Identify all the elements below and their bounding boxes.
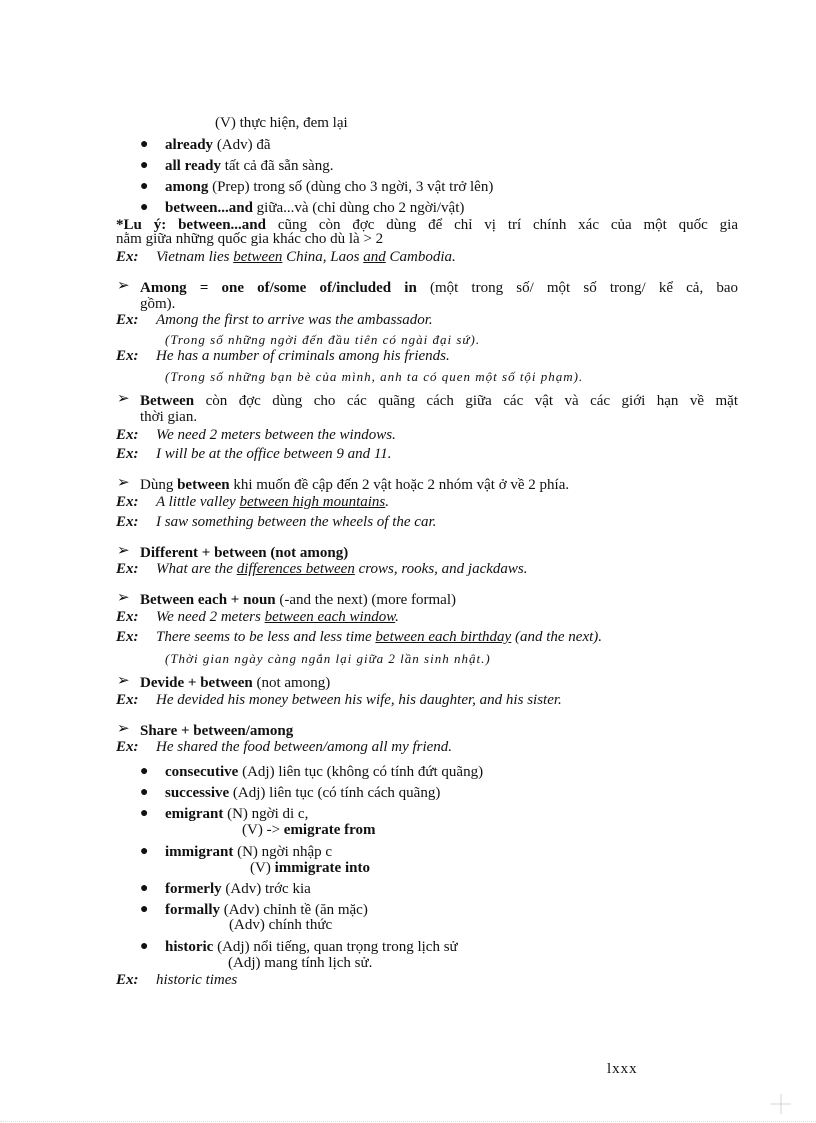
arrow-bullet-icon: ➢ [117, 473, 130, 491]
ex-label: Ex: [116, 348, 139, 364]
example-8: What are the differences between crows, rooks, and jackdaws. [156, 561, 528, 577]
luu-y-line1: *Lu ý: between...and cũng còn đợc dùng để chỉ vị trí chính xác của một quốc gia [116, 217, 739, 233]
list-item: immigrant (N) ngời nhập c [165, 844, 333, 860]
example-13: historic times [156, 972, 238, 988]
bullet-dot-icon: ● [140, 806, 149, 821]
example-11: He devided his money between his wife, his daughter, and his sister. [156, 692, 562, 708]
example-2: Among the first to arrive was the ambassador. [156, 312, 433, 328]
ex-label: Ex: [116, 446, 139, 462]
bullet-dot-icon: ● [140, 158, 149, 173]
top-line: (V) thực hiện, đem lại [215, 115, 348, 131]
immigrant-sub: (V) immigrate into [250, 860, 370, 876]
formally-sub: (Adv) chính thức [229, 917, 333, 933]
ex-label: Ex: [116, 692, 139, 708]
ex-label: Ex: [116, 514, 139, 530]
list-item: formerly (Adv) trớc kia [165, 881, 311, 897]
between-heading: Between còn đợc dùng cho các quãng cách giữa các vật và các giới hạn về mặt [140, 393, 738, 409]
example-5: I will be at the office between 9 and 11. [156, 446, 392, 462]
historic-sub: (Adj) mang tính lịch sử. [228, 955, 373, 971]
bullet-dot-icon: ● [140, 179, 149, 194]
example-7: I saw something between the wheels of the car. [156, 514, 437, 530]
list-item: emigrant (N) ngời di c, [165, 806, 309, 822]
list-item: historic (Adj) nổi tiếng, quan trọng trong lịch sử [165, 939, 458, 955]
list-item: successive (Adj) liên tục (có tính cách quãng) [165, 785, 441, 801]
ex-label: Ex: [116, 739, 139, 755]
translation-note: (Thời gian ngày càng ngắn lại giữa 2 lần sinh nhật.) [165, 651, 491, 666]
among-heading-line2: gồm). [140, 296, 176, 312]
bullet-dot-icon: ● [140, 785, 149, 800]
example-6: A little valley between high mountains. [156, 494, 390, 510]
ex-label: Ex: [116, 494, 139, 510]
dung-between-heading: Dùng between khi muốn đề cập đến 2 vật hoặc 2 nhóm vật ở về 2 phía. [140, 477, 570, 493]
share-heading: Share + between/among [140, 723, 294, 739]
example-9: We need 2 meters between each window. [156, 609, 399, 625]
bullet-dot-icon: ● [140, 881, 149, 896]
translation-note: (Trong số những ngời đến đầu tiên có ngài đại sứ). [165, 332, 481, 347]
arrow-bullet-icon: ➢ [117, 389, 130, 407]
list-item: consecutive (Adj) liên tục (không có tính đứt quãng) [165, 764, 484, 780]
arrow-bullet-icon: ➢ [117, 541, 130, 559]
ex-label: Ex: [116, 427, 139, 443]
translation-note: (Trong số những bạn bè của mình, anh ta có quen một số tội phạm). [165, 369, 584, 384]
arrow-bullet-icon: ➢ [117, 719, 130, 737]
devide-heading: Devide + between (not among) [140, 675, 331, 691]
bullet-dot-icon: ● [140, 200, 149, 215]
arrow-bullet-icon: ➢ [117, 588, 130, 606]
among-heading: Among = one of/some of/included in (một trong số/ một số trong/ kể cả, bao [140, 280, 738, 296]
ex-label: Ex: [116, 561, 139, 577]
page-corner-mark-icon [771, 1094, 791, 1114]
list-item: all ready tất cả đã sẵn sàng. [165, 158, 334, 174]
bullet-dot-icon: ● [140, 137, 149, 152]
bullet-dot-icon: ● [140, 844, 149, 859]
example-3: He has a number of criminals among his friends. [156, 348, 450, 364]
bullet-dot-icon: ● [140, 764, 149, 779]
example-4: We need 2 meters between the windows. [156, 427, 396, 443]
ex-label: Ex: [116, 609, 139, 625]
page-number: lxxx [607, 1061, 638, 1077]
list-item: formally (Adv) chỉnh tề (ăn mặc) [165, 902, 368, 918]
ex-label: Ex: [116, 972, 139, 988]
between-each-heading: Between each + noun (-and the next) (more formal) [140, 592, 456, 608]
bullet-dot-icon: ● [140, 939, 149, 954]
bullet-dot-icon: ● [140, 902, 149, 917]
example-10: There seems to be less and less time between each birthday (and the next). [156, 629, 603, 645]
list-item: among (Prep) trong số (dùng cho 3 ngời, 3 vật trở lên) [165, 179, 494, 195]
luu-y-line2: nằm giữa những quốc gia khác cho dù là > 2 [116, 231, 384, 247]
ex-label: Ex: [116, 629, 139, 645]
ex-label: Ex: [116, 312, 139, 328]
different-heading: Different + between (not among) [140, 545, 349, 561]
arrow-bullet-icon: ➢ [117, 671, 130, 689]
example-12: He shared the food between/among all my friend. [156, 739, 453, 755]
arrow-bullet-icon: ➢ [117, 276, 130, 294]
list-item: already (Adv) đã [165, 137, 271, 153]
list-item: between...and giữa...và (chỉ dùng cho 2 ngời/vật) [165, 200, 465, 216]
page-edge-divider [0, 1121, 816, 1122]
between-heading-line2: thời gian. [140, 409, 198, 425]
ex-label: Ex: [116, 249, 139, 265]
example-1: Vietnam lies between China, Laos and Cambodia. [156, 249, 456, 265]
emigrant-sub: (V) -> emigrate from [242, 822, 376, 838]
